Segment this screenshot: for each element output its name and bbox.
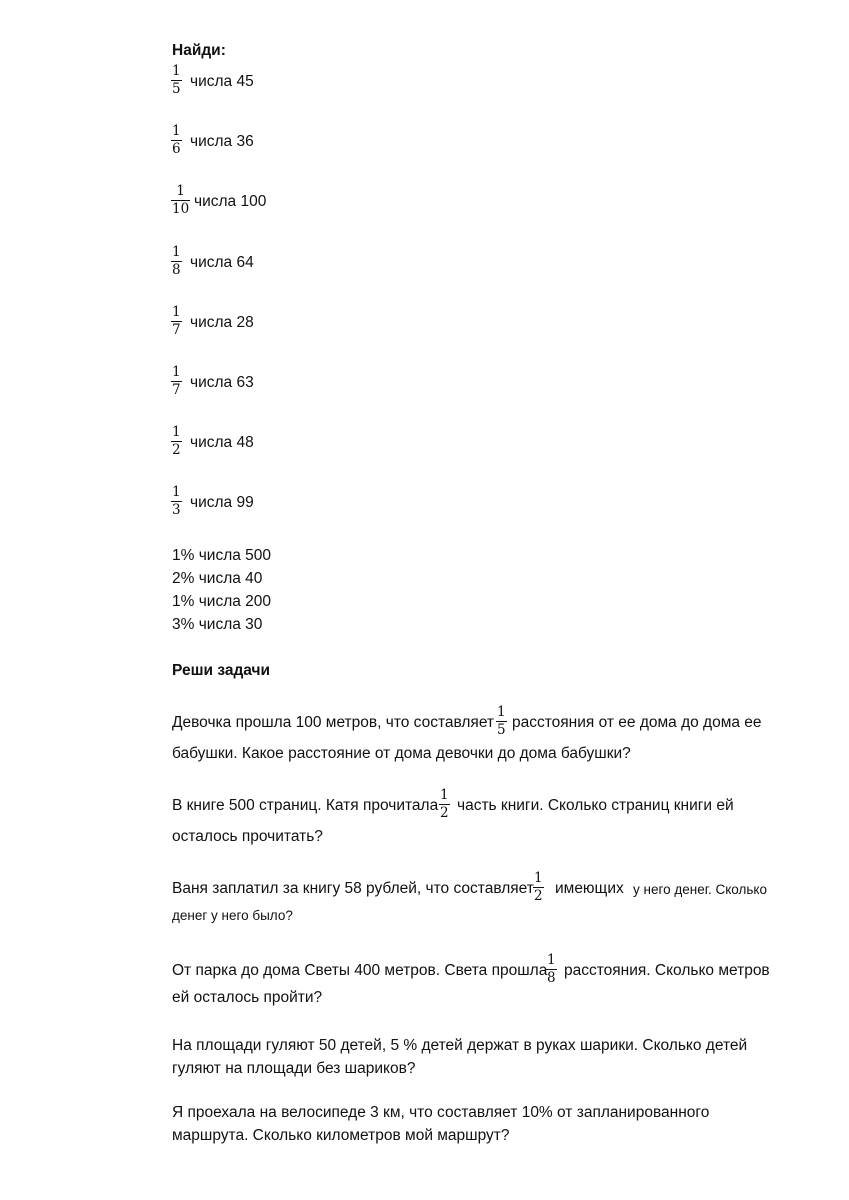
problem-text: гуляют на площади без шариков? — [172, 1060, 416, 1077]
fraction — [171, 365, 182, 398]
fraction — [171, 124, 182, 157]
problem-text: Ваня заплатил за книгу 58 рублей, что составляет — [172, 880, 534, 897]
fraction-item-text: числа 36 — [190, 133, 254, 150]
fraction-denominator: 5 — [172, 81, 181, 97]
fraction — [439, 788, 450, 821]
fraction — [171, 184, 190, 217]
percent-item: 3% числа 30 — [172, 616, 263, 633]
fraction-numerator: 1 — [534, 870, 543, 886]
problem-text: На площади гуляют 50 детей, 5 % детей держат в руках шарики. Сколько детей — [172, 1037, 748, 1054]
fraction — [533, 871, 544, 904]
fraction-denominator: 10 — [172, 201, 190, 217]
percent-item: 1% числа 500 — [172, 547, 272, 564]
fraction-denominator: 8 — [547, 970, 556, 986]
fraction — [171, 64, 182, 97]
fraction-numerator: 1 — [547, 952, 556, 968]
problem-text: денег у него было? — [172, 908, 293, 923]
fraction — [171, 425, 182, 458]
fraction-numerator: 1 — [440, 787, 449, 803]
section-heading-find: Найди: — [172, 42, 226, 59]
fraction-item-text: числа 48 — [190, 434, 254, 451]
fraction-item-text: числа 28 — [190, 314, 254, 331]
problem-text: у него денег. Сколько — [633, 882, 767, 897]
fraction-numerator: 1 — [172, 424, 181, 440]
problem-text: расстояния. Сколько метров — [564, 962, 770, 979]
fraction — [171, 305, 182, 338]
problem-text: маршрута. Сколько километров мой маршрут? — [172, 1127, 510, 1144]
fraction-numerator: 1 — [172, 364, 181, 380]
problem-text: часть книги. Сколько страниц книги ей — [457, 797, 734, 814]
fraction-numerator: 1 — [172, 484, 181, 500]
percent-item: 1% числа 200 — [172, 593, 272, 610]
fraction-denominator: 2 — [534, 888, 543, 904]
fraction-item-text: числа 64 — [190, 254, 254, 271]
fraction-numerator: 1 — [497, 704, 506, 720]
fraction-denominator: 2 — [172, 442, 181, 458]
fraction-denominator: 5 — [497, 722, 506, 738]
problem-text: Девочка прошла 100 метров, что составляет — [172, 714, 495, 731]
section-heading-solve: Реши задачи — [172, 662, 271, 679]
fraction-denominator: 8 — [172, 262, 181, 278]
problem-text: бабушки. Какое расстояние от дома девочки до дома бабушки? — [172, 745, 631, 762]
fraction — [171, 485, 182, 518]
fraction — [171, 245, 182, 278]
fraction-denominator: 7 — [172, 322, 181, 338]
fraction-item-text: числа 100 — [194, 193, 267, 210]
fraction-item-text: числа 45 — [190, 73, 254, 90]
fraction-numerator: 1 — [172, 244, 181, 260]
problem-text: расстояния от ее дома до дома ее — [512, 714, 762, 731]
problem-text: В книге 500 страниц. Катя прочитала — [172, 797, 439, 814]
fraction-denominator: 3 — [172, 502, 181, 518]
problem-text: От парка до дома Светы 400 метров. Света прошла — [172, 962, 548, 979]
fraction-denominator: 2 — [440, 805, 449, 821]
fraction-numerator: 1 — [172, 63, 181, 79]
problem-text: ей осталось пройти? — [172, 989, 323, 1006]
percent-item: 2% числа 40 — [172, 570, 263, 587]
fraction — [496, 705, 507, 738]
fraction-numerator: 1 — [171, 184, 190, 201]
fraction-denominator: 6 — [172, 141, 181, 157]
fraction-denominator: 7 — [172, 382, 181, 398]
fraction-item-text: числа 99 — [190, 494, 254, 511]
fraction-numerator: 1 — [172, 304, 181, 320]
fraction-item-text: числа 63 — [190, 374, 254, 391]
fraction — [546, 953, 557, 986]
problem-text: имеющих — [555, 880, 624, 897]
problem-text: осталось прочитать? — [172, 828, 323, 845]
fraction-numerator: 1 — [172, 123, 181, 139]
problem-text: Я проехала на велосипеде 3 км, что составляет 10% от запланированного — [172, 1104, 710, 1121]
